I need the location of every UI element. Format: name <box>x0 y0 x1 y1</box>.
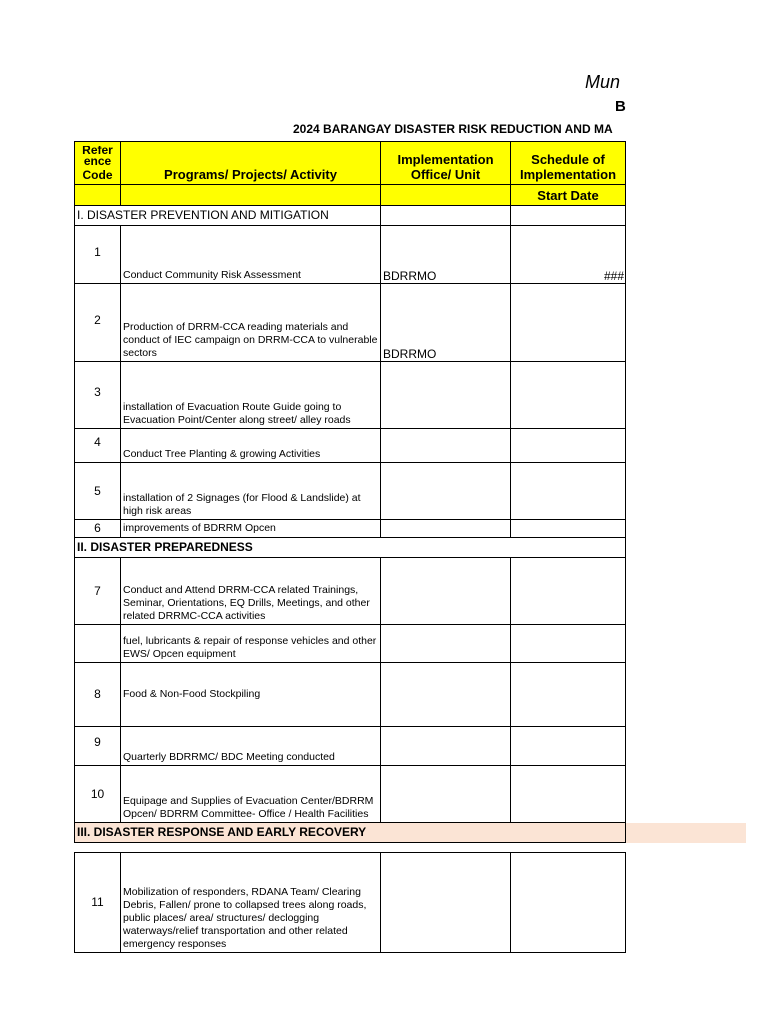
ref-code-cell <box>75 625 121 663</box>
table-row <box>75 625 747 663</box>
table-row <box>75 362 747 429</box>
ref-code-cell: 5 <box>75 463 121 520</box>
table-row <box>75 853 747 953</box>
start-date-cell <box>511 520 626 538</box>
ref-code-cell: 2 <box>75 284 121 362</box>
col-header-schedule <box>511 142 626 185</box>
col-header-start-date: Start Date <box>511 185 626 206</box>
table-row <box>75 520 747 538</box>
section-label-preparedness: II. DISASTER PREPAREDNESS <box>75 538 626 558</box>
section-highlight-extension <box>626 823 747 843</box>
section-cell-date <box>511 206 626 226</box>
table-row <box>75 663 747 727</box>
start-date-cell <box>511 362 626 429</box>
section-cell-office <box>381 206 511 226</box>
office-cell <box>381 429 511 463</box>
start-date-cell <box>511 727 626 766</box>
office-cell <box>381 625 511 663</box>
col-header-ref-line1: Refer <box>82 146 113 154</box>
office-cell <box>381 766 511 823</box>
col-header-ref-line2: ence <box>83 154 112 168</box>
table-row <box>75 558 747 625</box>
office-cell <box>381 663 511 727</box>
gap-cell <box>75 843 626 853</box>
office-cell <box>381 520 511 538</box>
activity-cell: Mobilization of responders, RDANA Team/ Clearing Debris, Fallen/ prone to collapsed trees along roads, public places/ area/ structures/ declogging waterways/relief transportation and other related emergency responses <box>121 853 381 953</box>
start-date-cell <box>511 463 626 520</box>
ref-code-cell: 11 <box>75 853 121 953</box>
section-label-response: III. DISASTER RESPONSE AND EARLY RECOVERY <box>75 823 626 843</box>
start-date-cell <box>511 663 626 727</box>
table-row <box>75 727 747 766</box>
activity-cell: fuel, lubricants & repair of response vehicles and other EWS/ Opcen equipment <box>121 625 381 663</box>
header-row <box>75 142 747 185</box>
table-row <box>75 429 747 463</box>
start-date-cell <box>511 558 626 625</box>
office-cell: BDRRMO <box>381 226 511 284</box>
section-row <box>75 823 747 843</box>
office-cell <box>381 727 511 766</box>
table-row <box>75 463 747 520</box>
ref-code-cell: 1 <box>75 226 121 284</box>
col-header-office-line1: Implementation <box>397 152 494 167</box>
table-row <box>75 284 747 362</box>
activity-cell: Production of DRRM-CCA reading materials and conduct of IEC campaign on DRRM-CCA to vulnerable sectors <box>121 284 381 362</box>
activity-cell: Quarterly BDRRMC/ BDC Meeting conducted <box>121 727 381 766</box>
activity-cell: installation of Evacuation Route Guide going to Evacuation Point/Center along street/ alley roads <box>121 362 381 429</box>
col-header-schedule-line1: Schedule of <box>531 152 605 167</box>
subheader-row <box>75 185 747 206</box>
col-header-office-line2: Office/ Unit <box>410 167 481 182</box>
start-date-cell: ### <box>511 226 626 284</box>
start-date-cell <box>511 853 626 953</box>
start-date-cell <box>511 625 626 663</box>
start-date-cell <box>511 429 626 463</box>
col-header-programs <box>121 142 381 185</box>
office-cell <box>381 558 511 625</box>
section-row <box>75 538 747 558</box>
activity-cell: Food & Non-Food Stockpiling <box>121 663 381 727</box>
col-header-schedule-line2: Implementation <box>519 167 617 182</box>
activity-cell: Conduct Tree Planting & growing Activities <box>121 429 381 463</box>
ref-code-cell: 6 <box>75 520 121 538</box>
ref-code-cell: 8 <box>75 663 121 727</box>
gap-row <box>75 843 747 853</box>
col-header-programs-text: Programs/ Projects/ Activity <box>164 167 337 182</box>
drrm-plan-table <box>74 141 747 953</box>
col-header-office <box>381 142 511 185</box>
activity-cell: Equipage and Supplies of Evacuation Center/BDRRM Opcen/ BDRRM Committee- Office / Health Facilities <box>121 766 381 823</box>
ref-code-cell: 10 <box>75 766 121 823</box>
ref-code-cell: 9 <box>75 727 121 766</box>
plan-title: 2024 BARANGAY DISASTER RISK REDUCTION AND MA <box>293 122 613 136</box>
col-header-ref-line3: Code <box>82 168 113 182</box>
start-date-cell <box>511 284 626 362</box>
office-cell <box>381 362 511 429</box>
activity-cell: improvements of BDRRM Opcen <box>121 520 381 538</box>
start-date-cell <box>511 766 626 823</box>
subheader-empty-1 <box>75 185 121 206</box>
subheader-empty-3 <box>381 185 511 206</box>
subheader-empty-2 <box>121 185 381 206</box>
office-cell: BDRRMO <box>381 284 511 362</box>
col-header-ref-code <box>75 142 121 185</box>
table-row <box>75 226 747 284</box>
table-row <box>75 766 747 823</box>
section-row <box>75 206 747 226</box>
ref-code-cell: 3 <box>75 362 121 429</box>
municipality-heading: Mun <box>585 72 621 92</box>
ref-code-cell: 7 <box>75 558 121 625</box>
barangay-heading: B <box>615 98 626 115</box>
ref-code-cell: 4 <box>75 429 121 463</box>
section-label-prevention: I. DISASTER PREVENTION AND MITIGATION <box>75 206 381 226</box>
activity-cell: installation of 2 Signages (for Flood & Landslide) at high risk areas <box>121 463 381 520</box>
office-cell <box>381 463 511 520</box>
activity-cell: Conduct and Attend DRRM-CCA related Trainings, Seminar, Orientations, EQ Drills, Meetings, and other related DRRMC-CCA activities <box>121 558 381 625</box>
activity-cell: Conduct Community Risk Assessment <box>121 226 381 284</box>
office-cell <box>381 853 511 953</box>
